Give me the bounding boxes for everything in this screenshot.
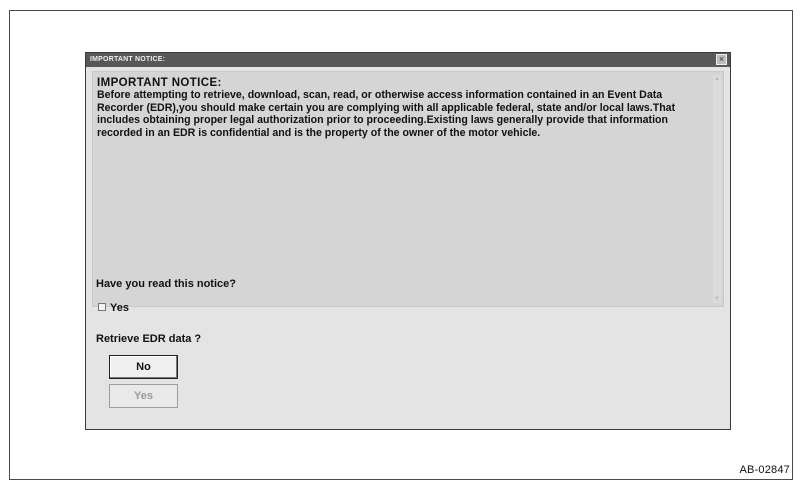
dialog-title: IMPORTANT NOTICE:	[90, 56, 166, 63]
notice-text-area[interactable]	[92, 71, 724, 307]
read-notice-checkbox[interactable]	[98, 303, 106, 311]
scroll-down-arrow-icon[interactable]: ▼	[714, 296, 720, 302]
retrieve-edr-label: Retrieve EDR data ?	[96, 333, 202, 345]
notice-body: Before attempting to retrieve, download, scan, read, or otherwise access information contained in an Event Data Recorder (EDR),you should make certain you are complying with all applicable federal, state and/or local laws.That includes obtaining proper legal authorization prior to proceeding.Existing laws generally provide that information recorded in an EDR is confidential and is the property of the owner of the motor vehicle.	[97, 89, 676, 139]
close-icon[interactable]: ×	[716, 54, 727, 65]
notice-content	[97, 77, 707, 139]
read-notice-checkbox-label: Yes	[110, 302, 129, 314]
dialog-titlebar	[86, 53, 730, 67]
important-notice-dialog	[85, 52, 731, 430]
figure-reference-label: AB-02847	[739, 464, 790, 476]
notice-heading: IMPORTANT NOTICE:	[97, 77, 222, 89]
no-button[interactable]: No	[109, 355, 178, 379]
read-notice-checkbox-row[interactable]	[98, 302, 129, 314]
scroll-up-arrow-icon[interactable]: ▲	[714, 76, 720, 82]
yes-button[interactable]: Yes	[109, 384, 178, 408]
notice-scrollbar[interactable]	[713, 75, 721, 303]
read-notice-question: Have you read this notice?	[96, 278, 236, 290]
